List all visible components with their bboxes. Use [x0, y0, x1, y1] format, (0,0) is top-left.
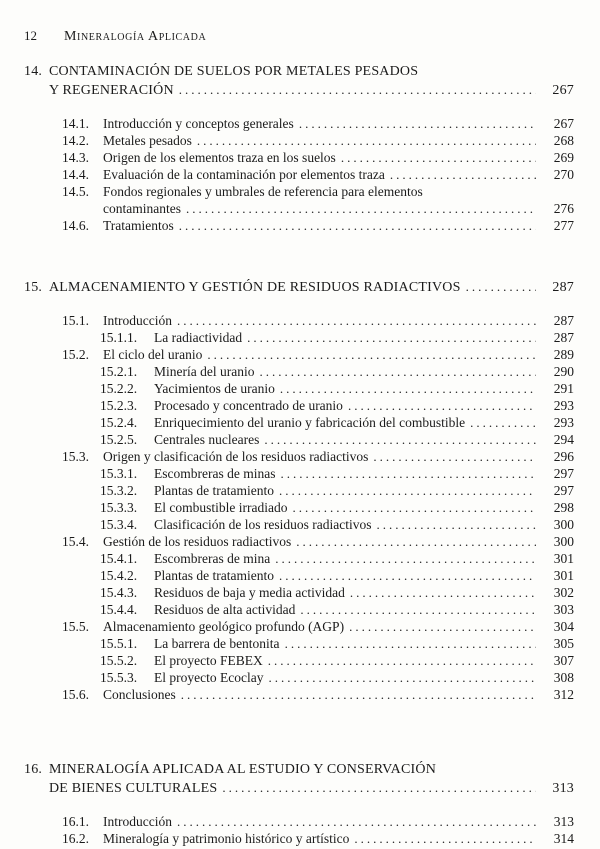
- page-ref: 302: [553, 585, 574, 600]
- toc-chapter: [24, 761, 574, 847]
- entry-number: 15.2.5.: [100, 432, 138, 447]
- dot-leader: [176, 813, 536, 830]
- entry-title: El combustible irradiado: [154, 500, 288, 515]
- entry-number: 15.3.: [62, 449, 89, 464]
- page-ref: 287: [552, 280, 574, 295]
- dot-leader: [185, 200, 536, 217]
- dot-leader: [221, 779, 536, 798]
- dot-leader: [299, 601, 536, 618]
- page-ref: 277: [553, 218, 574, 233]
- entry-number: 15.5.3.: [100, 670, 138, 685]
- entry-title: El proyecto Ecoclay: [154, 670, 264, 685]
- entry-number: 14.: [24, 64, 43, 79]
- dot-leader: [258, 363, 536, 380]
- toc-line: [62, 200, 574, 217]
- entry-number: 14.4.: [62, 167, 89, 182]
- page-ref: 312: [553, 687, 574, 702]
- chapter-entries: [24, 813, 574, 847]
- dot-leader: [274, 550, 536, 567]
- toc-line: [62, 115, 574, 132]
- entry-title: Centrales nucleares: [154, 432, 260, 447]
- toc-line: [62, 166, 574, 183]
- entry-title: Metales pesados: [103, 133, 192, 148]
- entry-number: 14.2.: [62, 133, 89, 148]
- entry-title: Introducción y conceptos generales: [103, 116, 294, 131]
- dot-leader: [206, 346, 536, 363]
- entry-number: 15.2.4.: [100, 415, 138, 430]
- entry-number: 14.1.: [62, 116, 89, 131]
- entry-number: 15.3.4.: [100, 517, 138, 532]
- chapter-title: [24, 63, 574, 100]
- entry-number: 14.5.: [62, 184, 89, 199]
- dot-leader: [267, 669, 536, 686]
- dot-leader: [348, 618, 536, 635]
- running-title: Mineralogía Aplicada: [64, 29, 207, 44]
- entry-title: Introducción: [103, 313, 172, 328]
- entry-number: 15.1.1.: [100, 330, 138, 345]
- page-ref: 276: [553, 201, 574, 216]
- page-ref: 294: [553, 432, 574, 447]
- page-ref: 304: [553, 619, 574, 634]
- entry-number: 15.5.: [62, 619, 89, 634]
- page-ref: 287: [553, 330, 574, 345]
- toc-line: [100, 380, 574, 397]
- toc-line: [62, 448, 574, 465]
- page-ref: 303: [553, 602, 574, 617]
- toc-line: [100, 397, 574, 414]
- entry-title: Procesado y concentrado de uranio: [154, 398, 343, 413]
- entry-title: Plantas de tratamiento: [154, 568, 274, 583]
- toc-line: [100, 567, 574, 584]
- dot-leader: [279, 465, 536, 482]
- entry-title: Clasificación de los residuos radiactivos: [154, 517, 372, 532]
- toc-line: [24, 81, 574, 100]
- entry-title: Conclusiones: [103, 687, 176, 702]
- dot-leader: [178, 217, 536, 234]
- dot-leader: [196, 132, 536, 149]
- toc-line: [62, 217, 574, 234]
- dot-leader: [267, 652, 536, 669]
- page-number: 12: [24, 28, 37, 43]
- dot-leader: [298, 115, 536, 132]
- entry-title: Almacenamiento geológico profundo (AGP): [103, 619, 345, 634]
- dot-leader: [465, 278, 536, 297]
- page-ref: 269: [553, 150, 574, 165]
- page-ref: 297: [553, 466, 574, 481]
- entry-number: 15.5.1.: [100, 636, 138, 651]
- page-ref: 314: [553, 831, 574, 846]
- dot-leader: [176, 312, 536, 329]
- entry-title: Y REGENERACIÓN: [49, 83, 174, 98]
- chapter-title: [24, 761, 574, 798]
- dot-leader: [278, 482, 536, 499]
- entry-title: El proyecto FEBEX: [154, 653, 263, 668]
- toc-line: [100, 516, 574, 533]
- toc-line: [100, 465, 574, 482]
- page-ref: 300: [553, 534, 574, 549]
- entry-title: Evaluación de la contaminación por elementos traza: [103, 167, 385, 182]
- toc-chapter: [24, 278, 574, 703]
- dot-leader: [389, 166, 536, 183]
- entry-title: Residuos de alta actividad: [154, 602, 296, 617]
- dot-leader: [349, 584, 536, 601]
- toc-line: [100, 635, 574, 652]
- entry-title: DE BIENES CULTURALES: [49, 781, 218, 796]
- toc-line: [62, 813, 574, 830]
- dot-leader: [375, 516, 536, 533]
- entry-number: 16.: [24, 762, 43, 777]
- dot-leader: [469, 414, 536, 431]
- toc-line: [24, 63, 574, 81]
- toc-line: [62, 686, 574, 703]
- toc-line: [24, 278, 574, 297]
- dot-leader: [347, 397, 536, 414]
- page-ref: 305: [553, 636, 574, 651]
- entry-title: Tratamientos: [103, 218, 174, 233]
- toc-line: [24, 779, 574, 798]
- entry-number: 15.3.2.: [100, 483, 138, 498]
- page-ref: 298: [553, 500, 574, 515]
- entry-number: 15.3.3.: [100, 500, 138, 515]
- toc-line: [100, 601, 574, 618]
- entry-number: 15.4.1.: [100, 551, 138, 566]
- entry-title: Fondos regionales y umbrales de referencia para elementos: [103, 184, 423, 199]
- dot-leader: [278, 567, 536, 584]
- entry-number: 15.4.4.: [100, 602, 138, 617]
- page-ref: 307: [553, 653, 574, 668]
- entry-number: 15.1.: [62, 313, 89, 328]
- entry-number: 15.2.: [62, 347, 89, 362]
- entry-title: La radiactividad: [154, 330, 243, 345]
- dot-leader: [178, 81, 536, 100]
- toc-line: [62, 132, 574, 149]
- entry-title: CONTAMINACIÓN DE SUELOS POR METALES PESADOS: [49, 64, 419, 79]
- page-ref: 270: [553, 167, 574, 182]
- dot-leader: [291, 499, 536, 516]
- page-header: [24, 28, 574, 45]
- entry-number: 16.2.: [62, 831, 89, 846]
- entry-title: Minería del uranio: [154, 364, 255, 379]
- toc-line: [62, 618, 574, 635]
- entry-title: MINERALOGÍA APLICADA AL ESTUDIO Y CONSERVACIÓN: [49, 762, 437, 777]
- entry-title: Escombreras de mina: [154, 551, 271, 566]
- entry-number: 14.3.: [62, 150, 89, 165]
- entry-title: Gestión de los residuos radiactivos: [103, 534, 292, 549]
- toc-line: [62, 149, 574, 166]
- page-ref: 290: [553, 364, 574, 379]
- toc-line: [100, 584, 574, 601]
- toc-line: [62, 533, 574, 550]
- dot-leader: [340, 149, 536, 166]
- entry-title: Enriquecimiento del uranio y fabricación del combustible: [154, 415, 466, 430]
- page-ref: 293: [553, 415, 574, 430]
- chapter-entries: [24, 312, 574, 703]
- toc-line: [100, 363, 574, 380]
- entry-title: contaminantes: [103, 201, 181, 216]
- dot-leader: [372, 448, 536, 465]
- dot-leader: [295, 533, 536, 550]
- table-of-contents: [24, 63, 574, 847]
- page-ref: 308: [553, 670, 574, 685]
- page-ref: 300: [553, 517, 574, 532]
- entry-title: Residuos de baja y media actividad: [154, 585, 345, 600]
- page-ref: 293: [553, 398, 574, 413]
- dot-leader: [279, 380, 536, 397]
- entry-title: Introducción: [103, 814, 172, 829]
- page-ref: 301: [553, 568, 574, 583]
- entry-number: 14.6.: [62, 218, 89, 233]
- page-ref: 267: [552, 83, 574, 98]
- page-ref: 287: [553, 313, 574, 328]
- chapter-title: [24, 278, 574, 297]
- toc-line: [100, 414, 574, 431]
- entry-title: El ciclo del uranio: [103, 347, 203, 362]
- page-ref: 301: [553, 551, 574, 566]
- page-ref: 313: [552, 781, 574, 796]
- dot-leader: [284, 635, 536, 652]
- entry-number: 15.2.2.: [100, 381, 138, 396]
- dot-leader: [263, 431, 536, 448]
- entry-number: 16.1.: [62, 814, 89, 829]
- entry-number: 15.4.3.: [100, 585, 138, 600]
- entry-number: 15.2.1.: [100, 364, 138, 379]
- toc-line: [24, 761, 574, 779]
- entry-number: 15.4.: [62, 534, 89, 549]
- page-ref: 267: [553, 116, 574, 131]
- dot-leader: [353, 830, 536, 847]
- entry-title: Escombreras de minas: [154, 466, 276, 481]
- entry-title: Origen y clasificación de los residuos radiactivos: [103, 449, 369, 464]
- page-ref: 313: [553, 814, 574, 829]
- entry-number: 15.: [24, 280, 43, 295]
- toc-line: [100, 550, 574, 567]
- toc-line: [100, 482, 574, 499]
- toc-line: [100, 499, 574, 516]
- dot-leader: [180, 686, 536, 703]
- page-ref: 297: [553, 483, 574, 498]
- entry-number: 15.4.2.: [100, 568, 138, 583]
- toc-line: [62, 830, 574, 847]
- entry-title: ALMACENAMIENTO Y GESTIÓN DE RESIDUOS RADIACTIVOS: [49, 280, 461, 295]
- page-ref: 268: [553, 133, 574, 148]
- entry-number: 15.2.3.: [100, 398, 138, 413]
- entry-title: La barrera de bentonita: [154, 636, 280, 651]
- toc-line: [100, 669, 574, 686]
- entry-title: Yacimientos de uranio: [154, 381, 275, 396]
- entry-title: Mineralogía y patrimonio histórico y artístico: [103, 831, 350, 846]
- page-ref: 296: [553, 449, 574, 464]
- entry-number: 15.6.: [62, 687, 89, 702]
- toc-line: [62, 346, 574, 363]
- toc-line: [62, 312, 574, 329]
- entry-number: 15.5.2.: [100, 653, 138, 668]
- toc-line: [100, 652, 574, 669]
- toc-chapter: [24, 63, 574, 234]
- page-ref: 289: [553, 347, 574, 362]
- entry-number: 15.3.1.: [100, 466, 138, 481]
- toc-line: [100, 329, 574, 346]
- toc-line: [100, 431, 574, 448]
- toc-line: [62, 183, 574, 200]
- chapter-entries: [24, 115, 574, 234]
- page-ref: 291: [553, 381, 574, 396]
- entry-title: Plantas de tratamiento: [154, 483, 274, 498]
- dot-leader: [246, 329, 536, 346]
- entry-title: Origen de los elementos traza en los suelos: [103, 150, 336, 165]
